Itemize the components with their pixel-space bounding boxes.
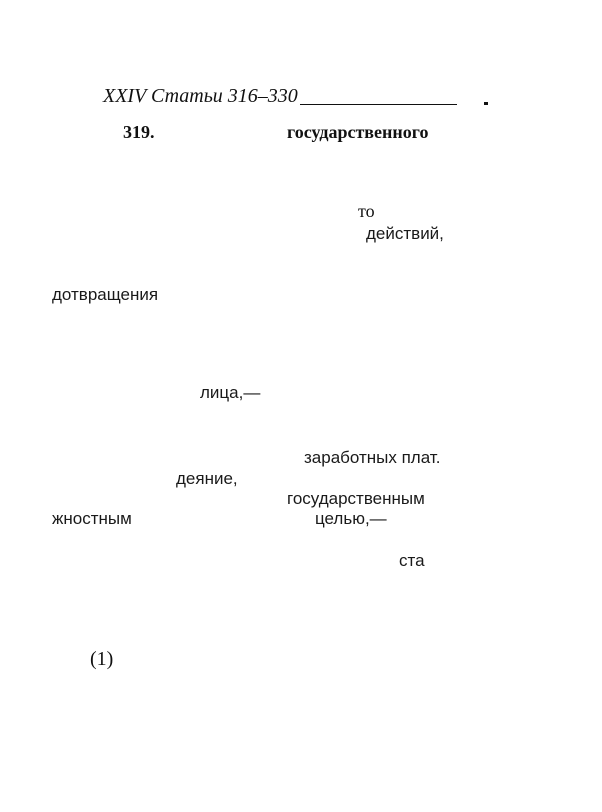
header-rule-line: [300, 104, 457, 105]
header-dot-mark: [484, 102, 488, 105]
text-fragment-office: жностным: [52, 509, 132, 528]
text-fragment-actions: действий,: [366, 224, 444, 243]
running-header-title: XXIV Статьи 316–330: [103, 85, 298, 107]
text-fragment-prevention: дотвращения: [52, 285, 159, 304]
text-fragment-deed: деяние,: [176, 469, 238, 488]
article-title-word: государственного: [287, 122, 429, 142]
article-number: 319.: [123, 122, 155, 142]
text-fragment-goal: целью,—: [315, 509, 387, 528]
text-fragment-sta: ста: [399, 551, 425, 570]
text-fragment-to: то: [358, 201, 375, 221]
text-fragment-salary: заработных плат.: [304, 448, 441, 467]
text-fragment-persons: лица,—: [200, 383, 261, 402]
text-fragment-state: государственным: [287, 489, 425, 508]
footnote-marker: (1): [90, 648, 114, 670]
